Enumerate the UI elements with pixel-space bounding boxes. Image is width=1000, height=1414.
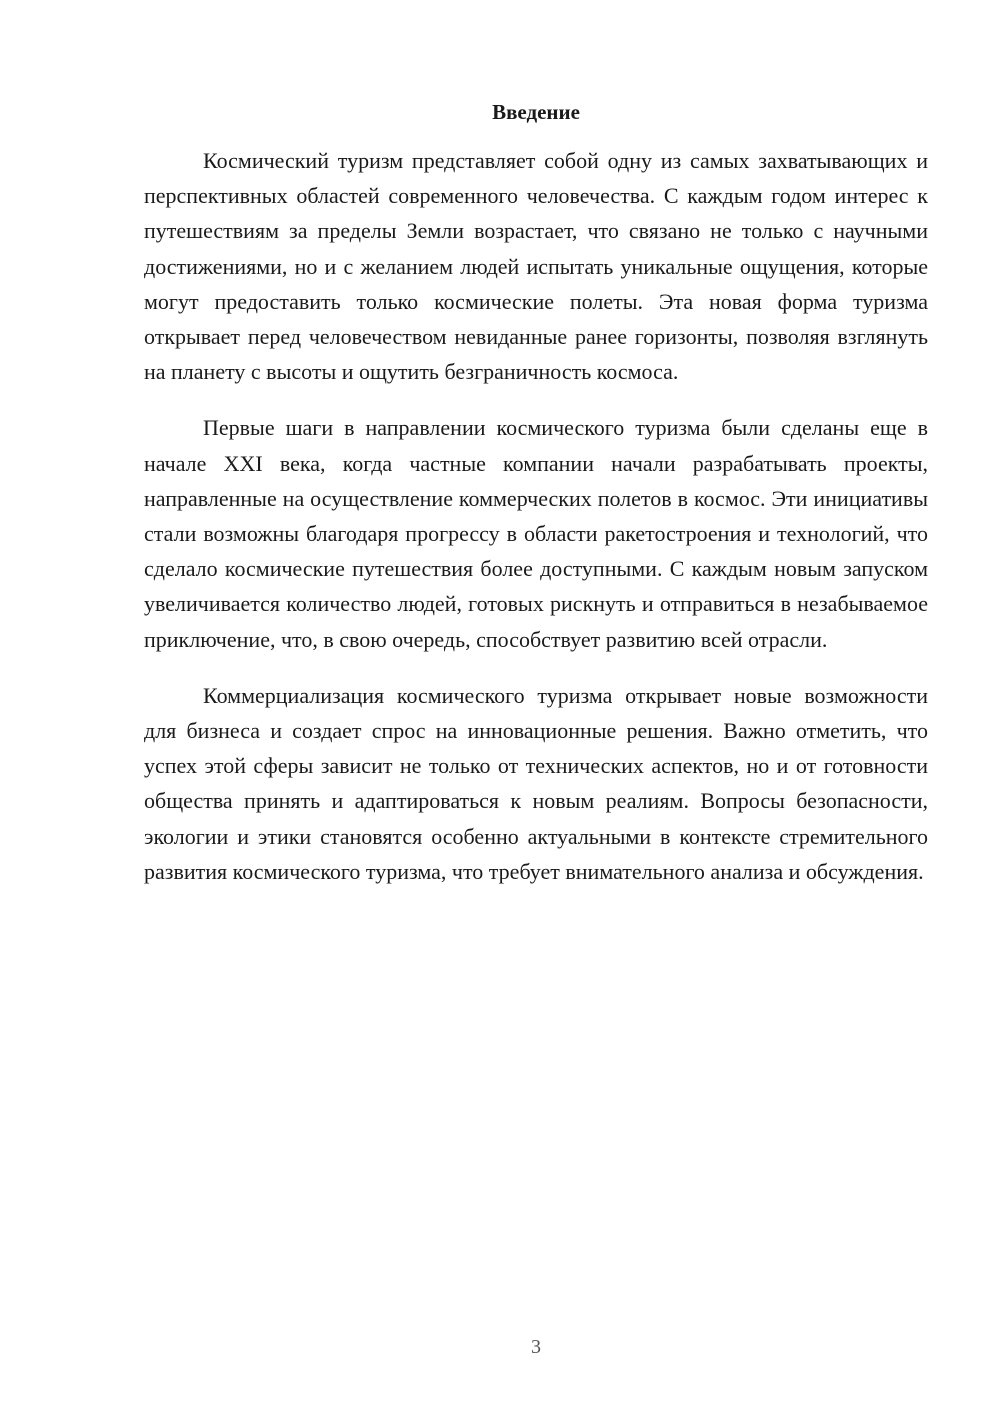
document-body [144, 143, 928, 910]
section-title [0, 98, 1000, 126]
paragraph-1: Космический туризм представляет собой одну из самых захватывающих и перспективных областей современного человечества. С каждым годом интерес к путешествиям за пределы Земли возрастает, что связано не только с научными достижениями, но и с желанием людей испытать уникальные ощущения, которые могут предоставить только космические полеты. Эта новая форма туризма открывает перед человечеством невиданные ранее горизонты, позволяя взглянуть на планету с высоты и ощутить безграничность космоса. [144, 148, 928, 385]
page-number: 3 [531, 1336, 541, 1358]
section-title-text: Введение [492, 100, 580, 124]
paragraph-3: Коммерциализация космического туризма открывает новые возможности для бизнеса и создает спрос на инновационные решения. Важно отметить, что успех этой сферы зависит не только от технических аспектов, но и от готовности общества принять и адаптироваться к новым реалиям. Вопросы безопасности, экологии и этики становятся особенно актуальными в контексте стремительного развития космического туризма, что требует внимательного анализа и обсуждения. [144, 682, 928, 884]
paragraph-2: Первые шаги в направлении космического туризма были сделаны еще в начале XXI века, когда частные компании начали разрабатывать проекты, направленные на осуществление коммерческих полетов в космос. Эти инициативы стали возможны благодаря прогрессу в области ракетостроения и технологий, что сделало космические путешествия более доступными. С каждым новым запуском увеличивается количество людей, готовых рискнуть и отправиться в незабываемое приключение, что, в свою очередь, способствует развитию всей отрасли. [144, 415, 928, 652]
